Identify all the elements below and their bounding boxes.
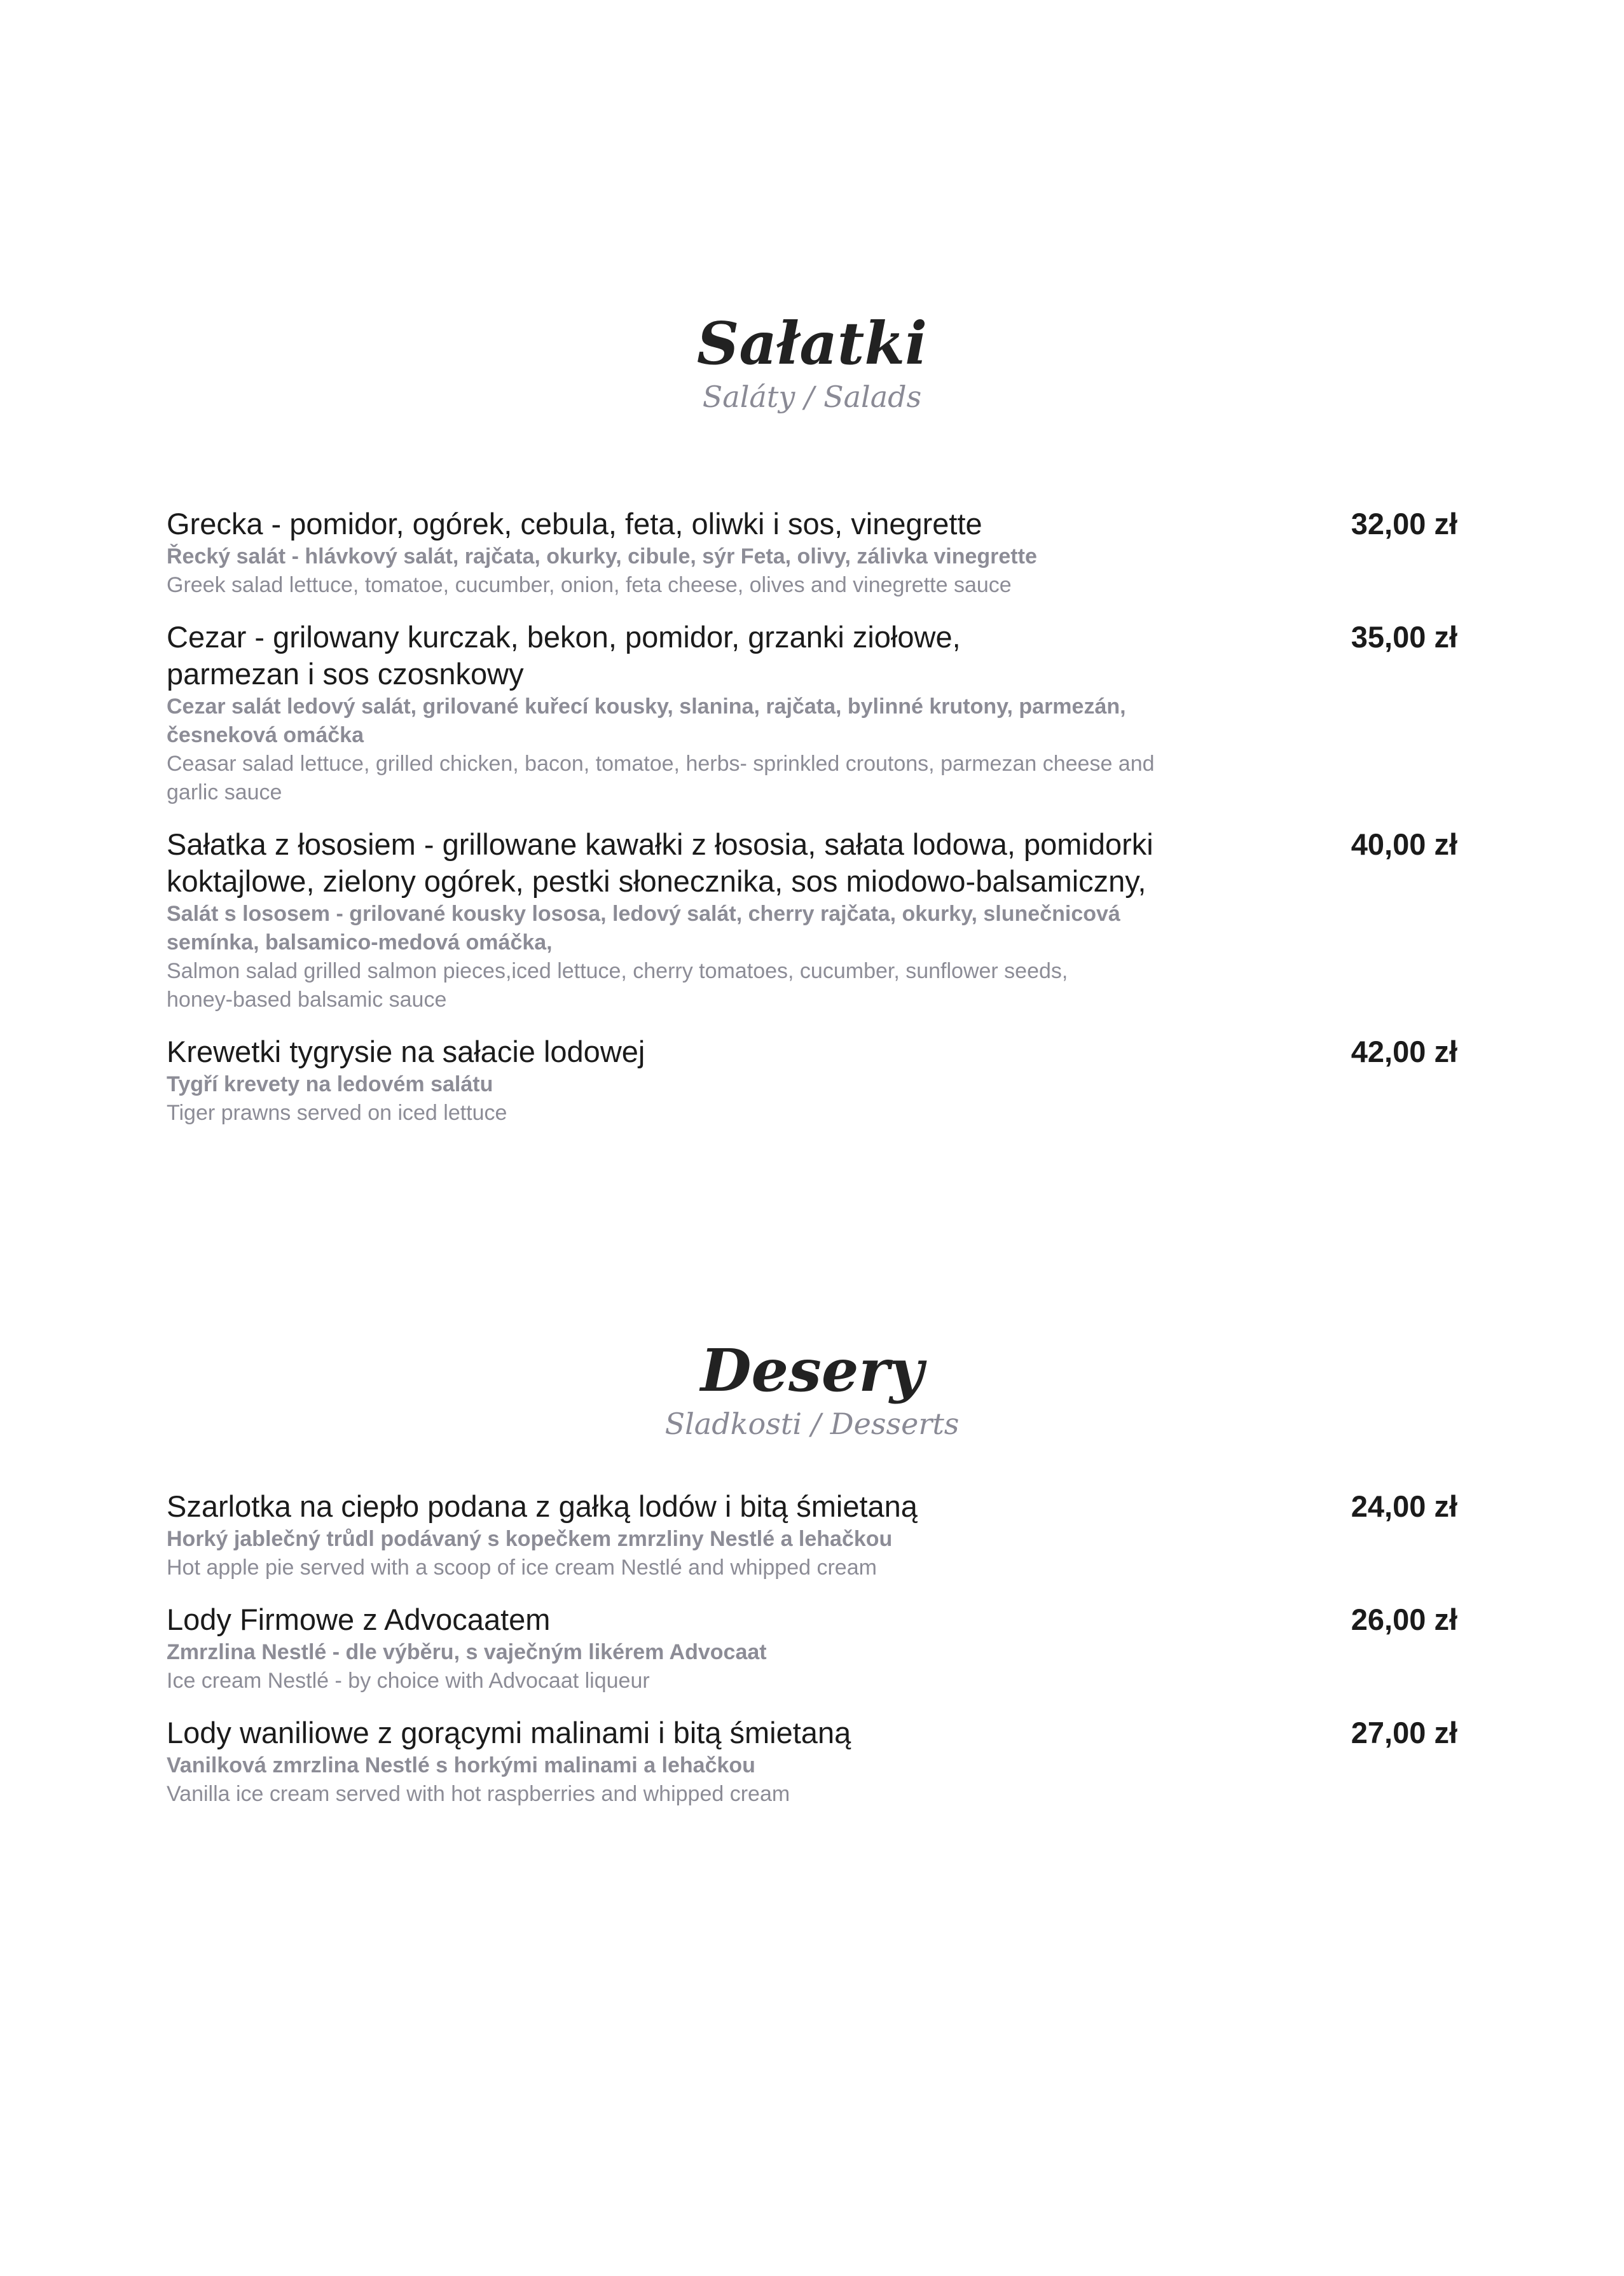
item-description-cz: Vanilková zmrzlina Nestlé s horkými malinami a lehačkou [167, 1753, 755, 1777]
item-name: Sałatka z łososiem - grillowane kawałki z łososia, sałata lodowa, pomidorki koktajlowe, zielony ogórek, pestki słonecznika, sos miodowo-balsamiczny, [167, 827, 1153, 898]
salads-header [0, 309, 1624, 415]
item-name: Lody waniliowe z gorącymi malinami i bitą śmietaną [167, 1716, 851, 1749]
item-price: 35,00 zł [1351, 620, 1457, 654]
item-price: 32,00 zł [1351, 507, 1457, 541]
salads-list [167, 506, 1457, 1147]
item-description-cz: Salát s lososem - grilované kousky lososa, ledový salát, cherry rajčata, okurky, slunečnicová semínka, balsamico-medová omáčka, [167, 902, 1120, 955]
menu-item [167, 826, 1457, 1014]
item-description-en: Ice cream Nestlé - by choice with Advocaat liqueur [167, 1669, 650, 1693]
item-description-en: Tiger prawns served on iced lettuce [167, 1101, 507, 1125]
item-description-cz: Řecký salát - hlávkový salát, rajčata, okurky, cibule, sýr Feta, olivy, zálivka vinegrette [167, 544, 1037, 569]
desserts-section [0, 1336, 1624, 1442]
item-description-en: Ceasar salad lettuce, grilled chicken, bacon, tomatoe, herbs- sprinkled croutons, parmezan cheese and garlic sauce [167, 752, 1155, 804]
item-description-en: Salmon salad grilled salmon pieces,iced lettuce, cherry tomatoes, cucumber, sunflower seeds, honey-based balsamic sauce [167, 959, 1068, 1012]
item-price: 26,00 zł [1351, 1603, 1457, 1636]
menu-item-text [167, 1488, 1159, 1582]
item-price: 24,00 zł [1351, 1489, 1457, 1523]
item-description-cz: Horký jablečný trůdl podávaný s kopečkem zmrzliny Nestlé a lehačkou [167, 1527, 893, 1551]
salads-subtitle: Saláty / Salads [702, 380, 922, 415]
menu-item [167, 1033, 1457, 1128]
menu-item [167, 1714, 1457, 1809]
item-name: Szarlotka na ciepło podana z gałką lodów i bitą śmietaną [167, 1489, 918, 1523]
menu-item-text [167, 619, 1159, 807]
desserts-list [167, 1488, 1457, 1828]
item-description-cz: Zmrzlina Nestlé - dle výběru, s vaječným likérem Advocaat [167, 1640, 767, 1664]
menu-item [167, 1488, 1457, 1582]
item-description-en: Vanilla ice cream served with hot raspberries and whipped cream [167, 1782, 790, 1806]
item-name: Cezar - grilowany kurczak, bekon, pomidor, grzanki ziołowe, parmezan i sos czosnkowy [167, 620, 961, 691]
desserts-title: Desery [700, 1336, 924, 1405]
menu-item-text [167, 1601, 1159, 1695]
menu-item-text [167, 1714, 1159, 1809]
item-name: Grecka - pomidor, ogórek, cebula, feta, oliwki i sos, vinegrette [167, 507, 982, 541]
item-price: 27,00 zł [1351, 1716, 1457, 1749]
desserts-subtitle: Sladkosti / Desserts [664, 1407, 960, 1442]
menu-item [167, 506, 1457, 600]
menu-item-text [167, 1033, 1159, 1128]
item-name: Lody Firmowe z Advocaatem [167, 1603, 551, 1636]
menu-item [167, 1601, 1457, 1695]
menu-item-text [167, 826, 1159, 1014]
menu-item-text [167, 506, 1159, 600]
item-description-en: Greek salad lettuce, tomatoe, cucumber, onion, feta cheese, olives and vinegrette sauce [167, 573, 1012, 597]
item-description-cz: Cezar salát ledový salát, grilované kuřecí kousky, slanina, rajčata, bylinné krutony, parmezán, česneková omáčka [167, 694, 1126, 747]
item-description-cz: Tygří krevety na ledovém salátu [167, 1072, 493, 1096]
desserts-header [0, 1336, 1624, 1442]
item-name: Krewetki tygrysie na sałacie lodowej [167, 1035, 645, 1068]
item-price: 40,00 zł [1351, 827, 1457, 861]
salads-section [0, 309, 1624, 415]
item-description-en: Hot apple pie served with a scoop of ice cream Nestlé and whipped cream [167, 1555, 877, 1580]
menu-item [167, 619, 1457, 807]
salads-title: Sałatki [696, 309, 928, 378]
item-price: 42,00 zł [1351, 1035, 1457, 1068]
